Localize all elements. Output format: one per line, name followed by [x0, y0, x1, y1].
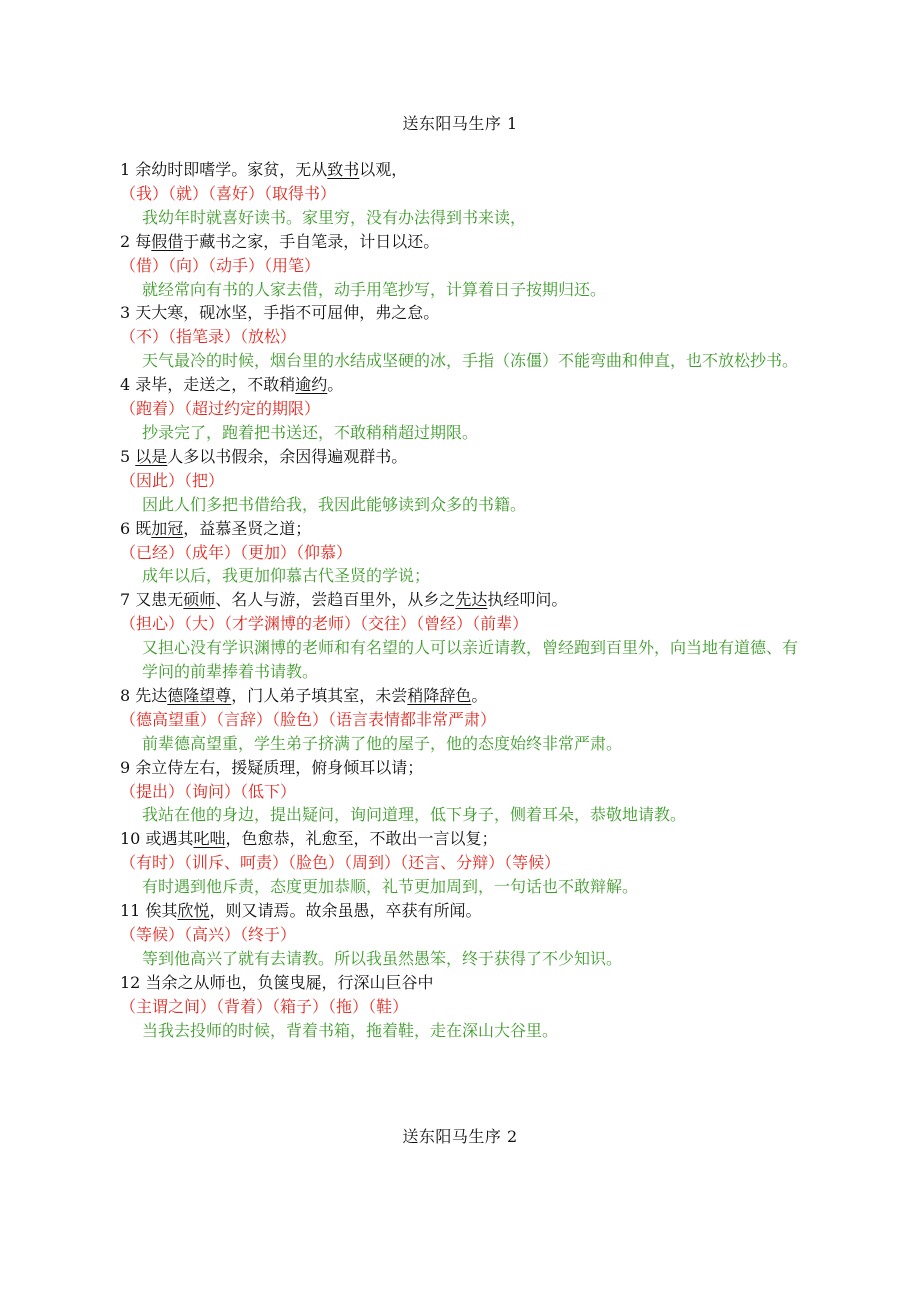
sentence-text: ，门人弟子填其室，未尝	[231, 685, 408, 705]
translation-line: 有时遇到他斥责，态度更加恭顺，礼节更加周到，一句话也不敢辩解。	[142, 877, 639, 897]
underlined-term: 先达	[455, 590, 488, 610]
original-sentence	[120, 301, 810, 325]
original-sentence	[120, 971, 810, 995]
gloss-line	[120, 708, 810, 732]
gloss-term: （主谓之间）	[120, 996, 217, 1016]
gloss-term: （箱子）	[272, 996, 329, 1016]
underlined-term: 加冠	[151, 518, 184, 538]
underlined-term: 硕师	[183, 590, 216, 610]
sentence-text: 于藏书之家，手自笔录，计日以还。	[183, 231, 440, 251]
gloss-term: （跑着）	[120, 399, 185, 419]
translation-line: 等到他高兴了就有去请教。所以我虽然愚笨，终于获得了不少知识。	[142, 948, 623, 968]
gloss-line	[120, 851, 810, 875]
original-sentence	[120, 899, 810, 923]
sentence-text: 5	[120, 446, 136, 466]
annotation-item	[120, 230, 810, 302]
sentence-text: 6 既	[120, 518, 152, 538]
annotation-item	[120, 971, 810, 1043]
gloss-term: （语言表情都非常严肃）	[328, 709, 497, 729]
gloss-term: （低下）	[240, 781, 297, 801]
gloss-term: （超过约定的期限）	[184, 399, 321, 419]
gloss-term: （提出）	[120, 781, 185, 801]
gloss-line	[120, 325, 810, 349]
annotation-item	[120, 373, 810, 445]
annotation-item	[120, 756, 810, 828]
underlined-term: 以是	[135, 446, 168, 466]
gloss-term: （才学渊博的老师）	[224, 614, 361, 634]
original-sentence	[120, 827, 810, 851]
underlined-term: 逾约	[295, 375, 328, 395]
gloss-term: （取得书）	[264, 183, 337, 203]
gloss-term: （向）	[168, 255, 209, 275]
gloss-term: （曾经）	[416, 614, 473, 634]
sentence-text: 8 先达	[120, 685, 168, 705]
annotation-item	[120, 517, 810, 589]
translation-line: 天气最冷的时候，烟台里的水结成坚硬的冰，手指（冻僵）不能弯曲和伸直，也不放松抄书。	[142, 351, 799, 371]
annotation-item	[120, 158, 810, 230]
gloss-line	[120, 995, 810, 1019]
sentence-text: 7 又患无	[120, 590, 184, 610]
gloss-term: （喜好）	[208, 183, 265, 203]
gloss-term: （拖）	[328, 996, 369, 1016]
underlined-term: 欣悦	[177, 901, 210, 921]
sentence-text: ，则又请焉。故余虽愚，卒获有所闻。	[209, 901, 482, 921]
sentence-text: 9 余立侍左右，援疑质理，俯身倾耳以请；	[120, 757, 424, 777]
gloss-line	[120, 469, 810, 493]
sentence-text: 执经叩问。	[487, 590, 568, 610]
section-title-1: 送东阳马生序 1	[402, 114, 518, 133]
gloss-term: （担心）	[120, 614, 185, 634]
annotation-item	[120, 684, 810, 756]
underlined-term: 德隆望尊	[167, 685, 232, 705]
gloss-term: （成年）	[184, 542, 241, 562]
sentence-text: 12 当余之从师也，负箧曳屣，行深山巨谷中	[120, 972, 434, 992]
gloss-term: （因此）	[120, 470, 185, 490]
gloss-line	[120, 612, 810, 636]
gloss-term: （脸色）	[288, 853, 345, 873]
underlined-term: 稍降辞色	[407, 685, 472, 705]
sentence-text: ，色愈恭，礼愈至，不敢出一言以复；	[225, 829, 498, 849]
gloss-term: （大）	[184, 614, 225, 634]
sentence-text: 、名人与游，尝趋百里外，从乡之	[215, 590, 456, 610]
translation-line: 又担心没有学识渊博的老师和有名望的人可以亲近请教，曾经跑到百里外，向当地有道德、有学问的前辈捧着书请教。	[142, 638, 799, 682]
annotation-item	[120, 445, 810, 517]
underlined-term: 致书	[327, 160, 360, 179]
annotation-item	[120, 899, 810, 971]
gloss-term: （我）	[120, 183, 169, 203]
gloss-term: （鞋）	[368, 996, 409, 1016]
gloss-term: （等候）	[504, 853, 561, 873]
gloss-term: （言辞）	[216, 709, 273, 729]
gloss-line	[120, 254, 810, 278]
gloss-term: （动手）	[208, 255, 265, 275]
translation-line: 我站在他的身边，提出疑问，询问道理，低下身子，侧着耳朵，恭敬地请教。	[142, 805, 687, 825]
gloss-term: （不）	[120, 327, 169, 347]
original-sentence	[120, 158, 810, 182]
gloss-term: （交往）	[360, 614, 417, 634]
sentence-text: 。	[327, 375, 344, 395]
gloss-term: （终于）	[240, 925, 297, 944]
sentence-text: 以观，	[359, 160, 408, 179]
original-sentence	[120, 230, 810, 254]
sentence-text: 1 余幼时即嗜学。家贫，无从	[120, 160, 328, 179]
translation-line: 成年以后，我更加仰慕古代圣贤的学说；	[142, 566, 431, 586]
original-sentence	[120, 756, 810, 780]
sentence-text: 人多以书假余，余因得遍观群书。	[167, 446, 408, 466]
gloss-term: （放松）	[240, 327, 297, 347]
translation-line: 就经常向有书的人家去借，动手用笔抄写，计算着日子按期归还。	[142, 279, 607, 299]
original-sentence	[120, 373, 810, 397]
gloss-term: （已经）	[120, 542, 185, 562]
gloss-term: （还言、分辩）	[400, 853, 505, 873]
gloss-line	[120, 397, 810, 421]
gloss-term: （有时）	[120, 853, 185, 873]
annotation-item	[120, 827, 810, 899]
original-sentence	[120, 445, 810, 469]
gloss-term: （用笔）	[264, 255, 321, 275]
gloss-term: （仰慕）	[296, 542, 353, 562]
gloss-term: （等候）	[120, 925, 185, 944]
gloss-line	[120, 923, 810, 947]
translation-line: 我幼年时就喜好读书。家里穷，没有办法得到书来读，	[142, 207, 527, 227]
original-sentence	[120, 517, 810, 541]
gloss-term: （前辈）	[472, 614, 529, 634]
sentence-text: 3 天大寒，砚冰坚，手指不可屈伸，弗之怠。	[120, 303, 440, 323]
gloss-term: （高兴）	[184, 925, 241, 944]
gloss-term: （借）	[120, 255, 169, 275]
underlined-term: 叱咄	[193, 829, 226, 849]
translation-line: 因此人们多把书借给我，我因此能够读到众多的书籍。	[142, 494, 527, 514]
gloss-line	[120, 780, 810, 804]
section-title-2: 送东阳马生序 2	[402, 1127, 518, 1146]
annotation-list	[120, 158, 810, 1043]
translation-line: 前辈德高望重，学生弟子挤满了他的屋子，他的态度始终非常严肃。	[142, 733, 623, 753]
gloss-term: （更加）	[240, 542, 297, 562]
gloss-term: （询问）	[184, 781, 241, 801]
gloss-term: （周到）	[344, 853, 401, 873]
original-sentence	[120, 588, 810, 612]
sentence-text: 4 录毕，走送之，不敢稍	[120, 375, 296, 395]
gloss-term: （德高望重）	[120, 709, 217, 729]
gloss-line	[120, 541, 810, 565]
original-sentence	[120, 684, 810, 708]
annotation-item	[120, 588, 810, 684]
sentence-text: 2 每	[120, 231, 152, 251]
gloss-term: （把）	[184, 470, 225, 490]
gloss-term: （指笔录）	[168, 327, 241, 347]
gloss-term: （背着）	[216, 996, 273, 1016]
gloss-term: （训斥、呵责）	[184, 853, 289, 873]
sentence-text: 11 俟其	[120, 901, 178, 921]
gloss-line	[120, 182, 810, 206]
gloss-term: （脸色）	[272, 709, 329, 729]
underlined-term: 假借	[151, 231, 184, 251]
translation-line: 当我去投师的时候，背着书箱，拖着鞋，走在深山大谷里。	[142, 1020, 559, 1040]
sentence-text: 。	[471, 685, 488, 705]
sentence-text: ，益慕圣贤之道；	[183, 518, 312, 538]
translation-line: 抄录完了，跑着把书送还，不敢稍稍超过期限。	[142, 422, 479, 442]
sentence-text: 10 或遇其	[120, 829, 194, 849]
annotation-item	[120, 301, 810, 373]
gloss-term: （就）	[168, 183, 209, 203]
